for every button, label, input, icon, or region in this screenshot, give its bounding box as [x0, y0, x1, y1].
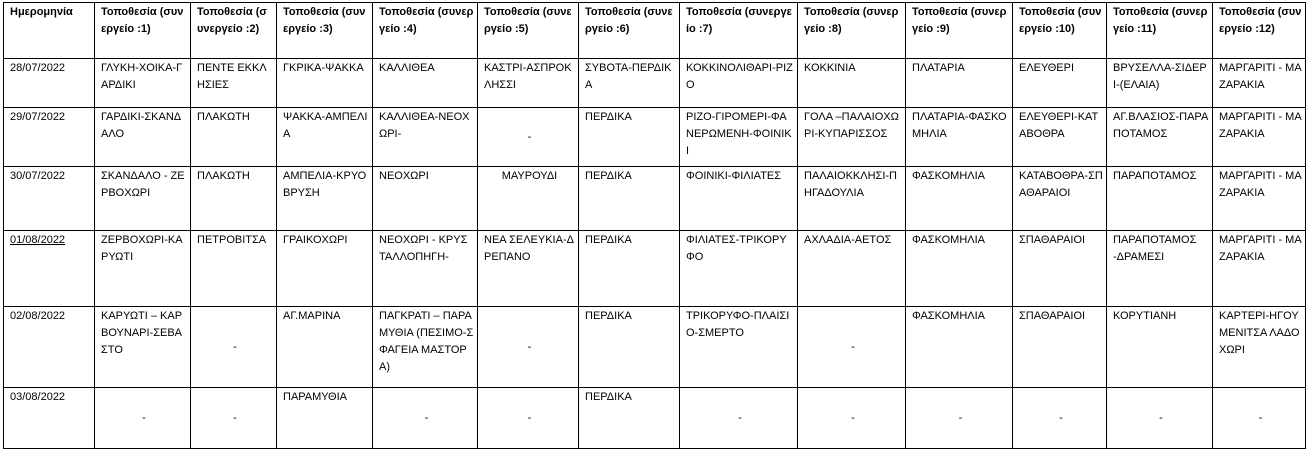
table-cell: ΜΑΡΓΑΡΙΤΙ - ΜΑΖΑΡΑΚΙΑ	[1213, 230, 1306, 306]
header-date: Ημερομηνία	[4, 3, 95, 59]
table-cell: ΠΑΓΚΡΑΤΙ – ΠΑΡΑΜΥΘΙΑ (ΠΕΣΙΜΟ-ΣΦΑΓΕΙΑ ΜΑΣΤΟΡΑ)	[373, 306, 478, 387]
table-cell: ΚΑΛΛΙΘΕΑ-ΝΕΟΧΩΡΙ-	[373, 107, 478, 166]
empty-cell: -	[478, 306, 579, 387]
empty-cell: -	[373, 388, 478, 449]
header-crew-12: Τοποθεσία (συνεργείο :12)	[1213, 3, 1306, 59]
table-cell: ΨΑΚΚΑ-ΑΜΠΕΛΙΑ	[277, 107, 373, 166]
header-crew-3: Τοποθεσία (συνεργείο :3)	[277, 3, 373, 59]
header-crew-10: Τοποθεσία (συνεργείο :10)	[1013, 3, 1107, 59]
table-cell: ΦΑΣΚΟΜΗΛΙΑ	[906, 166, 1013, 230]
date-cell: 02/08/2022	[4, 306, 95, 387]
header-crew-5: Τοποθεσία (συνεργείο :5)	[478, 3, 579, 59]
table-row	[4, 306, 1306, 387]
empty-cell: -	[1013, 388, 1107, 449]
header-crew-2: Τοποθεσία (συνεργείο :2)	[191, 3, 277, 59]
table-cell: ΠΕΤΡΟΒΙΤΣΑ	[191, 230, 277, 306]
table-cell: ΚΑΛΛΙΘΕΑ	[373, 59, 478, 108]
empty-cell: -	[798, 388, 906, 449]
table-cell: ΠΕΡΔΙΚΑ	[579, 388, 680, 449]
table-cell: ΝΕΟΧΩΡΙ - ΚΡΥΣΤΑΛΛΟΠΗΓΗ-	[373, 230, 478, 306]
table-cell: ΓΚΡΙΚΑ-ΨΑΚΚΑ	[277, 59, 373, 108]
table-cell: ΦΑΣΚΟΜΗΛΙΑ	[906, 306, 1013, 387]
table-cell: ΑΜΠΕΛΙΑ-ΚΡΥΟΒΡΥΣΗ	[277, 166, 373, 230]
table-cell: ΝΕΟΧΩΡΙ	[373, 166, 478, 230]
header-crew-1: Τοποθεσία (συνεργείο :1)	[95, 3, 191, 59]
empty-cell: -	[680, 388, 798, 449]
header-crew-7: Τοποθεσία (συνεργείο :7)	[680, 3, 798, 59]
table-cell: ΚΟΚΚΙΝΟΛΙΘΑΡΙ-ΡΙΖΟ	[680, 59, 798, 108]
table-cell: ΠΑΡΑΠΟΤΑΜΟΣ	[1107, 166, 1213, 230]
table-cell: ΦΑΣΚΟΜΗΛΙΑ	[906, 230, 1013, 306]
table-row	[4, 166, 1306, 230]
empty-cell: -	[478, 107, 579, 166]
table-cell: ΒΡΥΣΕΛΛΑ-ΣΙΔΕΡΙ-(ΕΛΑΙΑ)	[1107, 59, 1213, 108]
date-cell: 28/07/2022	[4, 59, 95, 108]
table-cell: ΠΑΛΑΙΟΚΚΛΗΣΙ-ΠΗΓΑΔΟΥΛΙΑ	[798, 166, 906, 230]
table-row	[4, 230, 1306, 306]
empty-cell: -	[95, 388, 191, 449]
table-row	[4, 388, 1306, 449]
empty-cell: -	[1107, 388, 1213, 449]
table-cell: ΠΕΡΔΙΚΑ	[579, 166, 680, 230]
table-cell: ΤΡΙΚΟΡΥΦΟ-ΠΛΑΙΣΙΟ-ΣΜΕΡΤΟ	[680, 306, 798, 387]
table-cell: ΕΛΕΥΘΕΡΙ-ΚΑΤΑΒΟΘΡΑ	[1013, 107, 1107, 166]
table-cell: ΜΑΡΓΑΡΙΤΙ - ΜΑΖΑΡΑΚΙΑ	[1213, 59, 1306, 108]
empty-cell: -	[798, 306, 906, 387]
table-cell: ΜΑΡΓΑΡΙΤΙ - ΜΑΖΑΡΑΚΙΑ	[1213, 166, 1306, 230]
table-cell: ΚΑΡΥΩΤΙ – ΚΑΡΒΟΥΝΑΡΙ-ΣΕΒΑΣΤΟ	[95, 306, 191, 387]
table-cell: ΣΠΑΘΑΡΑΙΟΙ	[1013, 230, 1107, 306]
table-cell: ΓΛΥΚΗ-ΧΟΙΚΑ-ΓΑΡΔΙΚΙ	[95, 59, 191, 108]
table-cell: ΚΑΤΑΒΟΘΡΑ-ΣΠΑΘΑΡΑΙΟΙ	[1013, 166, 1107, 230]
date-cell: 29/07/2022	[4, 107, 95, 166]
table-cell: ΜΑΥΡΟΥΔΙ	[478, 166, 579, 230]
table-cell: ΣΚΑΝΔΑΛΟ - ΖΕΡΒΟΧΩΡΙ	[95, 166, 191, 230]
empty-cell: -	[478, 388, 579, 449]
header-row	[4, 3, 1306, 59]
table-cell: ΠΕΡΔΙΚΑ	[579, 230, 680, 306]
empty-cell: -	[1213, 388, 1306, 449]
header-crew-4: Τοποθεσία (συνεργείο :4)	[373, 3, 478, 59]
table-cell: ΡΙΖΟ-ΓΙΡΟΜΕΡΙ-ΦΑΝΕΡΩΜΕΝΗ-ΦΟΙΝΙΚΙ	[680, 107, 798, 166]
table-row	[4, 107, 1306, 166]
empty-cell: -	[191, 388, 277, 449]
table-cell: ΠΛΑΤΑΡΙΑ	[906, 59, 1013, 108]
date-cell: 01/08/2022	[4, 230, 95, 306]
empty-cell: -	[191, 306, 277, 387]
table-row	[4, 59, 1306, 108]
table-cell: ΜΑΡΓΑΡΙΤΙ - ΜΑΖΑΡΑΚΙΑ	[1213, 107, 1306, 166]
table-cell: ΠΑΡΑΠΟΤΑΜΟΣ -ΔΡΑΜΕΣΙ	[1107, 230, 1213, 306]
date-cell: 30/07/2022	[4, 166, 95, 230]
empty-cell: -	[906, 388, 1013, 449]
header-crew-6: Τοποθεσία (συνεργείο :6)	[579, 3, 680, 59]
table-cell: ΚΑΡΤΕΡΙ-ΗΓΟΥΜΕΝΙΤΣΑ ΛΑΔΟΧΩΡΙ	[1213, 306, 1306, 387]
header-crew-11: Τοποθεσία (συνεργείο :11)	[1107, 3, 1213, 59]
table-cell: ΠΑΡΑΜΥΘΙΑ	[277, 388, 373, 449]
table-cell: ΚΑΣΤΡΙ-ΑΣΠΡΟΚΛΗΣΣΙ	[478, 59, 579, 108]
table-cell: ΣΥΒΟΤΑ-ΠΕΡΔΙΚΑ	[579, 59, 680, 108]
table-cell: ΕΛΕΥΘΕΡΙ	[1013, 59, 1107, 108]
table-cell: ΚΟΡΥΤΙΑΝΗ	[1107, 306, 1213, 387]
table-cell: ΣΠΑΘΑΡΑΙΟΙ	[1013, 306, 1107, 387]
table-cell: ΠΕΡΔΙΚΑ	[579, 107, 680, 166]
table-cell: ΓΡΑΙΚΟΧΩΡΙ	[277, 230, 373, 306]
table-cell: ΠΕΡΔΙΚΑ	[579, 306, 680, 387]
table-cell: ΝΕΑ ΣΕΛΕΥΚΙΑ-ΔΡΕΠΑΝΟ	[478, 230, 579, 306]
date-cell: 03/08/2022	[4, 388, 95, 449]
header-crew-9: Τοποθεσία (συνεργείο :9)	[906, 3, 1013, 59]
table-cell: ΠΕΝΤΕ ΕΚΚΛΗΣΙΕΣ	[191, 59, 277, 108]
table-cell: ΓΟΛΑ –ΠΑΛΑΙΟΧΩΡΙ-ΚΥΠΑΡΙΣΣΟΣ	[798, 107, 906, 166]
table-cell: ΑΓ.ΜΑΡΙΝΑ	[277, 306, 373, 387]
table-cell: ΦΙΛΙΑΤΕΣ-ΤΡΙΚΟΡΥΦΟ	[680, 230, 798, 306]
table-cell: ΑΧΛΑΔΙΑ-ΑΕΤΟΣ	[798, 230, 906, 306]
table-cell: ΖΕΡΒΟΧΩΡΙ-ΚΑΡΥΩΤΙ	[95, 230, 191, 306]
schedule-table	[3, 2, 1306, 449]
table-cell: ΓΑΡΔΙΚΙ-ΣΚΑΝΔΑΛΟ	[95, 107, 191, 166]
table-cell: ΠΛΑΚΩΤΗ	[191, 107, 277, 166]
table-cell: ΠΛΑΚΩΤΗ	[191, 166, 277, 230]
table-cell: ΠΛΑΤΑΡΙΑ-ΦΑΣΚΟΜΗΛΙΑ	[906, 107, 1013, 166]
table-cell: ΦΟΙΝΙΚΙ-ΦΙΛΙΑΤΕΣ	[680, 166, 798, 230]
table-cell: ΚΟΚΚΙΝΙΑ	[798, 59, 906, 108]
table-cell: ΑΓ.ΒΛΑΣΙΟΣ-ΠΑΡΑΠΟΤΑΜΟΣ	[1107, 107, 1213, 166]
header-crew-8: Τοποθεσία (συνεργείο :8)	[798, 3, 906, 59]
